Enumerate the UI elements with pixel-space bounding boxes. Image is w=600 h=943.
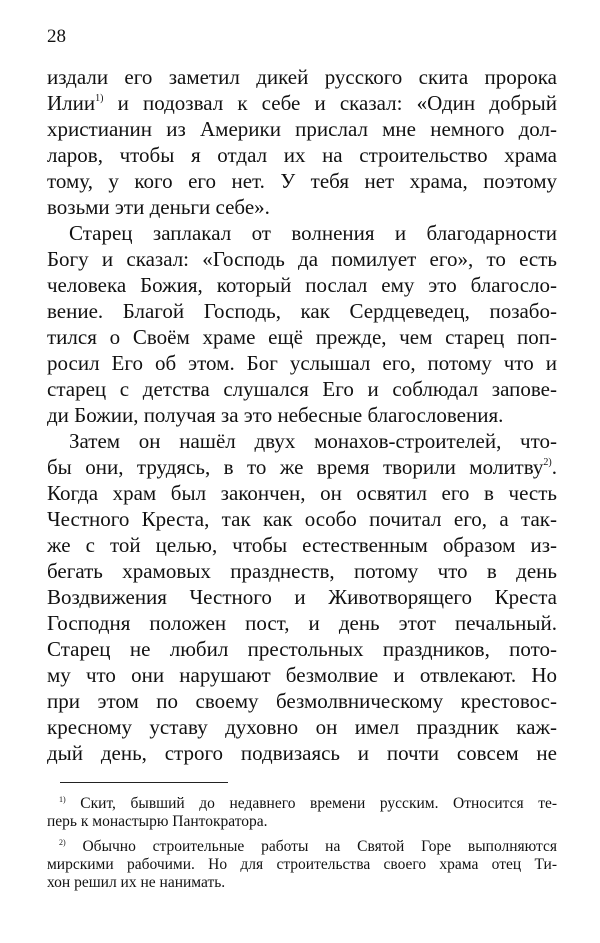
footnote-mark: 1) — [59, 795, 66, 804]
footnote-line: хон решил их не нанимать. — [47, 874, 226, 891]
page-number: 28 — [47, 26, 66, 47]
footnote-1 — [47, 795, 557, 831]
text-line: Воздвижения Честного и Животворящего Креста — [47, 585, 557, 609]
text-line: бы они, трудясь, в то же время творили молитву$^{2)}$. — [47, 455, 557, 479]
text-line: Илии$^{1)}$ и подозвал к себе и сказал: «Один добрый — [47, 91, 557, 115]
text-line: вение. Благой Господь, как Сердцеведец, позабо- — [47, 299, 557, 323]
text-line: человека Божия, который послал ему это благосло- — [47, 273, 557, 297]
footnote-line: $^{1)}$ Скит, бывший до недавнего времени русским. Относится те- — [59, 795, 558, 812]
main-text — [47, 64, 557, 766]
text-line: старец с детства слушался Его и соблюдал запове- — [47, 377, 557, 401]
text-line: тился о Своём храме ещё прежде, чем старец поп- — [47, 325, 557, 349]
footnote-line: перь к монастырю Пантократора. — [47, 813, 268, 830]
footnote-line: мирскими рабочими. Но для строительства своего храма отец Ти- — [47, 856, 557, 873]
text-line: христианин из Америки прислал мне немного дол- — [47, 117, 557, 141]
footnote-line: $^{2)}$ Обычно строительные работы на Святой Горе выполняются — [59, 838, 558, 855]
text-line: дый день, строго подвизаясь и почти совсем не — [47, 741, 557, 765]
text-line: при этом по своему безмолвническому крестовос- — [47, 689, 557, 713]
text-line: росил Его об этом. Бог услышал его, потому что и — [47, 351, 557, 375]
text-line: му что они нарушают безмолвие и отвлекают. Но — [47, 663, 557, 687]
footnote-2 — [47, 838, 557, 892]
text-line: Честного Креста, так как особо почитал его, а так- — [47, 507, 557, 531]
text-line: тому, у кого его нет. У тебя нет храма, поэтому — [47, 169, 557, 193]
text-line: Затем он нашёл двух монахов-строителей, что- — [69, 429, 557, 453]
text-line: Старец заплакал от волнения и благодарности — [69, 221, 557, 245]
footnote-divider — [60, 782, 228, 783]
text-line: ларов, чтобы я отдал их на строительство храма — [47, 143, 557, 167]
text-line: бегать храмовых празднеств, потому что в день — [47, 559, 557, 583]
footnote-mark: 2) — [59, 838, 66, 847]
text-line: издали его заметил дикей русского скита пророка — [47, 65, 557, 89]
text-line: Когда храм был закончен, он освятил его в честь — [47, 481, 557, 505]
text-line: ди Божии, получая за это небесные благословения. — [47, 403, 504, 427]
text-line: возьми эти деньги себе». — [47, 195, 270, 219]
text-line: кресному уставу духовно он имел праздник каж- — [47, 715, 557, 739]
footnote-ref[interactable]: 1) — [95, 93, 104, 104]
text-line: Господня положен пост, и день этот печальный. — [47, 611, 557, 635]
text-line: Старец не любил престольных праздников, пото- — [47, 637, 557, 661]
footnote-ref[interactable]: 2) — [543, 457, 552, 468]
text-line: Богу и сказал: «Господь да помилует его», то есть — [47, 247, 557, 271]
text-line: же с той целью, чтобы естественным образом из- — [47, 533, 557, 557]
